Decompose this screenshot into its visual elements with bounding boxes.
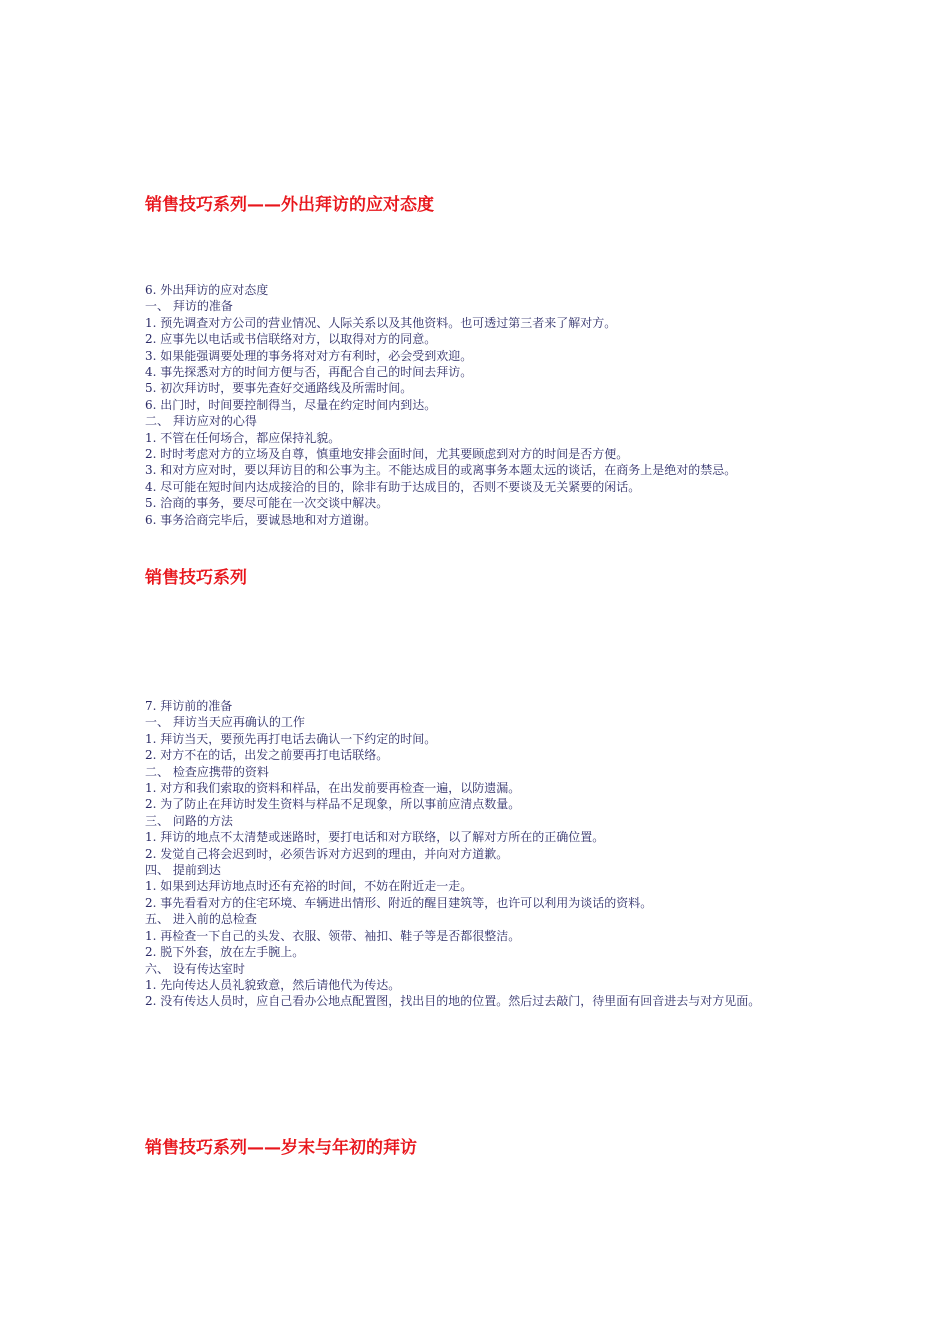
text-line: 2. 没有传达人员时，应自己看办公地点配置图，找出目的地的位置。然后过去敲门，待里面有回音进去与对方见面。 [145, 994, 761, 1009]
text-line: 2. 发觉自己将会迟到时，必须告诉对方迟到的理由，并向对方道歉。 [145, 846, 509, 861]
text-line: 1. 预先调查对方公司的营业情况、人际关系以及其他资料。也可透过第三者来了解对方。 [145, 315, 617, 330]
text-line: 1. 对方和我们索取的资料和样品，在出发前要再检查一遍，以防遗漏。 [145, 781, 521, 796]
text-line: 6. 出门时，时间要控制得当，尽量在约定时间内到达。 [145, 397, 437, 412]
text-line: 1. 如果到达拜访地点时还有充裕的时间，不妨在附近走一走。 [145, 879, 473, 894]
text-line: 4. 事先探悉对方的时间方便与否，再配合自己的时间去拜访。 [145, 365, 473, 380]
text-line: 7. 拜访前的准备 [145, 699, 233, 713]
text-line: 一、 拜访当天应再确认的工作 [145, 715, 305, 730]
text-line: 5. 初次拜访时，要事先查好交通路线及所需时间。 [145, 381, 413, 396]
text-line: 三、 问路的方法 [145, 813, 233, 828]
text-line: 2. 对方不在的话，出发之前要再打电话联络。 [145, 748, 389, 763]
text-line: 4. 尽可能在短时间内达成接洽的目的，除非有助于达成目的，否则不要谈及无关紧要的闲话。 [145, 479, 641, 494]
text-line: 2. 事先看看对方的住宅环境、车辆进出情形、附近的醒目建筑等，也许可以利用为谈话的资料。 [145, 895, 653, 910]
text-line: 1. 拜访当天，要预先再打电话去确认一下约定的时间。 [145, 731, 437, 746]
text-line: 6. 事务洽商完毕后，要诚恳地和对方道谢。 [145, 512, 377, 527]
text-line: 2. 脱下外套，放在左手腕上。 [145, 945, 305, 960]
text-line: 二、 拜访应对的心得 [145, 414, 257, 429]
text-line: 六、 设有传达室时 [145, 961, 245, 976]
pre-visit-prep-text-block [145, 698, 805, 1010]
section-title-year-end-visit: 销售技巧系列——岁末与年初的拜访 [145, 1138, 417, 1158]
text-line: 一、 拜访的准备 [145, 299, 233, 314]
text-line: 3. 和对方应对时，要以拜访目的和公事为主。不能达成目的或离事务本题太远的谈话，在商务上是绝对的禁忌。 [145, 463, 737, 478]
text-line: 2. 应事先以电话或书信联络对方，以取得对方的同意。 [145, 332, 437, 347]
text-line: 四、 提前到达 [145, 863, 221, 878]
text-line: 3. 如果能强调要处理的事务将对对方有利时，必会受到欢迎。 [145, 348, 473, 363]
text-line: 2. 时时考虑对方的立场及自尊，慎重地安排会面时间，尤其要顾虑到对方的时间是否方便。 [145, 447, 629, 462]
visit-attitude-text-block [145, 282, 805, 528]
text-line: 1. 再检查一下自己的头发、衣服、领带、袖扣、鞋子等是否都很整洁。 [145, 928, 521, 943]
text-line: 1. 不管在任何场合，都应保持礼貌。 [145, 430, 341, 445]
text-line: 5. 洽商的事务，要尽可能在一次交谈中解决。 [145, 496, 389, 511]
section-title-visit-attitude: 销售技巧系列——外出拜访的应对态度 [145, 195, 434, 215]
section-title-sales-skills: 销售技巧系列 [145, 568, 247, 588]
text-line: 1. 先向传达人员礼貌致意，然后请他代为传达。 [145, 977, 401, 992]
text-line: 2. 为了防止在拜访时发生资料与样品不足现象，所以事前应清点数量。 [145, 797, 521, 812]
text-line: 1. 拜访的地点不太清楚或迷路时，要打电话和对方联络，以了解对方所在的正确位置。 [145, 830, 605, 845]
text-line: 五、 进入前的总检查 [145, 912, 257, 927]
text-line: 二、 检查应携带的资料 [145, 764, 269, 779]
text-line: 6. 外出拜访的应对态度 [145, 283, 269, 297]
